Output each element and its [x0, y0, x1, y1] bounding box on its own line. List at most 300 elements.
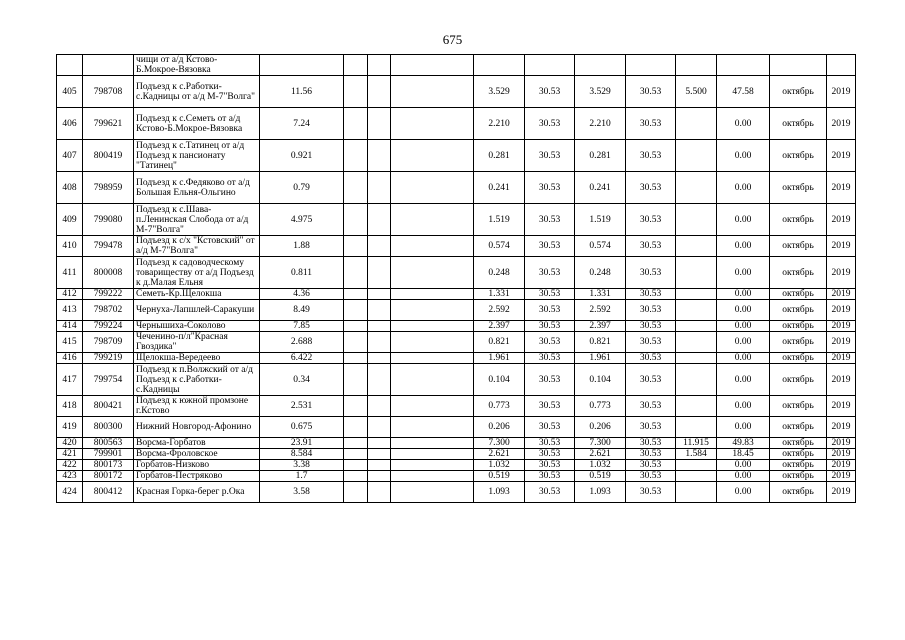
empty-cell-1 [344, 460, 368, 471]
road-code-cell: 799224 [83, 321, 134, 332]
empty-cell-1 [344, 332, 368, 353]
month-cell: октябрь [770, 172, 827, 204]
length-cell: 1.88 [260, 236, 344, 257]
percent-cell: 0.00 [717, 471, 770, 482]
empty-cell-1 [344, 482, 368, 503]
rate-cell-1: 30.53 [525, 300, 575, 321]
table-row [57, 482, 856, 503]
road-code-cell: 798709 [83, 332, 134, 353]
value-cell-1: 0.104 [474, 364, 525, 396]
row-number-cell: 423 [57, 471, 83, 482]
percent-cell: 0.00 [717, 172, 770, 204]
rate-cell-2: 30.53 [626, 438, 676, 449]
rate-cell-2: 30.53 [626, 108, 676, 140]
empty-cell-1 [344, 300, 368, 321]
percent-cell: 49.83 [717, 438, 770, 449]
empty-cell-1 [344, 172, 368, 204]
length-cell: 4.36 [260, 289, 344, 300]
value-cell-1: 1.331 [474, 289, 525, 300]
road-code-cell: 799754 [83, 364, 134, 396]
road-code-cell: 799621 [83, 108, 134, 140]
percent-cell: 0.00 [717, 364, 770, 396]
empty-cell-3 [391, 321, 474, 332]
empty-cell-2 [368, 482, 391, 503]
year-cell: 2019 [827, 460, 856, 471]
road-name-cell: Нижний Новгород-Афонино [134, 417, 260, 438]
rate-cell-1: 30.53 [525, 417, 575, 438]
table-row [57, 289, 856, 300]
table-row [57, 460, 856, 471]
empty-cell-2 [368, 108, 391, 140]
road-name-cell: Чернышиха-Соколово [134, 321, 260, 332]
rate-cell-1: 30.53 [525, 482, 575, 503]
road-name-cell: Чернуха-Лапшлей-Саракуши [134, 300, 260, 321]
empty-cell-1 [344, 257, 368, 289]
year-cell: 2019 [827, 417, 856, 438]
value-cell-3 [676, 108, 717, 140]
empty-cell-2 [368, 332, 391, 353]
row-number-cell: 407 [57, 140, 83, 172]
length-cell: 8.584 [260, 449, 344, 460]
empty-cell-1 [344, 76, 368, 108]
percent-cell: 0.00 [717, 257, 770, 289]
year-cell: 2019 [827, 471, 856, 482]
rate-cell-2: 30.53 [626, 460, 676, 471]
table-row [57, 332, 856, 353]
table-row [57, 300, 856, 321]
value-cell-3 [676, 321, 717, 332]
year-cell: 2019 [827, 236, 856, 257]
rate-cell-1: 30.53 [525, 364, 575, 396]
empty-cell-2 [368, 76, 391, 108]
road-code-cell: 800419 [83, 140, 134, 172]
empty-cell-3 [391, 460, 474, 471]
month-cell: октябрь [770, 140, 827, 172]
year-cell: 2019 [827, 172, 856, 204]
rate-cell-2: 30.53 [626, 76, 676, 108]
rate-cell-1: 30.53 [525, 438, 575, 449]
empty-cell-3 [391, 172, 474, 204]
row-number-cell: 415 [57, 332, 83, 353]
year-cell: 2019 [827, 332, 856, 353]
length-cell: 3.58 [260, 482, 344, 503]
row-number-cell: 420 [57, 438, 83, 449]
road-data-table [56, 54, 856, 503]
row-number-cell: 419 [57, 417, 83, 438]
length-cell: 6.422 [260, 353, 344, 364]
road-code-cell: 799901 [83, 449, 134, 460]
road-code-cell: 800300 [83, 417, 134, 438]
value-cell-2: 0.241 [575, 172, 626, 204]
percent-cell: 0.00 [717, 417, 770, 438]
road-code-cell: 798702 [83, 300, 134, 321]
length-cell: 11.56 [260, 76, 344, 108]
empty-cell-2 [368, 204, 391, 236]
row-number-cell: 406 [57, 108, 83, 140]
table-row [57, 353, 856, 364]
row-number-cell: 422 [57, 460, 83, 471]
value-cell-3 [676, 364, 717, 396]
road-code-cell: 799219 [83, 353, 134, 364]
empty-cell-3 [391, 204, 474, 236]
empty-cell-2 [368, 417, 391, 438]
percent-cell: 0.00 [717, 236, 770, 257]
row-number-cell: 408 [57, 172, 83, 204]
percent-cell: 0.00 [717, 353, 770, 364]
value-cell-1: 0.574 [474, 236, 525, 257]
table-row [57, 108, 856, 140]
rate-cell-2: 30.53 [626, 417, 676, 438]
year-cell: 2019 [827, 353, 856, 364]
month-cell: октябрь [770, 482, 827, 503]
value-cell-3 [676, 417, 717, 438]
value-cell-3: 1.584 [676, 449, 717, 460]
month-cell: октябрь [770, 449, 827, 460]
month-cell: октябрь [770, 460, 827, 471]
value-cell-2: 0.206 [575, 417, 626, 438]
length-cell: 0.921 [260, 140, 344, 172]
rate-cell-1: 30.53 [525, 332, 575, 353]
value-cell-2: 1.519 [575, 204, 626, 236]
percent-cell: 0.00 [717, 289, 770, 300]
month-cell: октябрь [770, 321, 827, 332]
value-cell-2: 0.574 [575, 236, 626, 257]
road-name-cell: Подъезд к садоводческому товариществу от а/д Подъезд к д.Малая Ельня [134, 257, 260, 289]
empty-cell-3 [391, 257, 474, 289]
row-number-cell: 421 [57, 449, 83, 460]
rate-cell-1: 30.53 [525, 449, 575, 460]
road-code-cell: 800563 [83, 438, 134, 449]
rate-cell-2: 30.53 [626, 332, 676, 353]
value-cell-2: 2.592 [575, 300, 626, 321]
value-cell-2: 1.093 [575, 482, 626, 503]
table-row [57, 140, 856, 172]
value-cell-3: 11.915 [676, 438, 717, 449]
empty-cell-2 [368, 438, 391, 449]
empty-cell-2 [368, 353, 391, 364]
empty-cell-3 [391, 364, 474, 396]
length-cell: 3.38 [260, 460, 344, 471]
value-cell-2: 0.104 [575, 364, 626, 396]
month-cell: октябрь [770, 257, 827, 289]
value-cell-1: 2.592 [474, 300, 525, 321]
empty-cell-3 [391, 332, 474, 353]
length-cell: 8.49 [260, 300, 344, 321]
value-cell-2: 2.210 [575, 108, 626, 140]
rate-cell-1: 30.53 [525, 140, 575, 172]
percent-cell: 0.00 [717, 460, 770, 471]
road-name-cell: Подъезд к с.Федяково от а/д Большая Ельня-Ольгино [134, 172, 260, 204]
value-cell-1: 0.519 [474, 471, 525, 482]
empty-cell-1 [344, 204, 368, 236]
table-row [57, 471, 856, 482]
road-code-cell: 799478 [83, 236, 134, 257]
value-cell-1: 1.961 [474, 353, 525, 364]
table-row [57, 396, 856, 417]
month-cell: октябрь [770, 332, 827, 353]
length-cell: 2.688 [260, 332, 344, 353]
row-number-cell: 405 [57, 76, 83, 108]
empty-cell-3 [391, 289, 474, 300]
year-cell: 2019 [827, 108, 856, 140]
road-name-cell: Щелокша-Вередеево [134, 353, 260, 364]
empty-cell-2 [368, 300, 391, 321]
empty-cell-2 [368, 236, 391, 257]
value-cell-3 [676, 172, 717, 204]
year-cell: 2019 [827, 300, 856, 321]
month-cell: октябрь [770, 471, 827, 482]
empty-cell-3 [391, 471, 474, 482]
length-cell: 1.7 [260, 471, 344, 482]
year-cell: 2019 [827, 482, 856, 503]
month-cell: октябрь [770, 417, 827, 438]
percent-cell: 0.00 [717, 300, 770, 321]
empty-cell-1 [344, 108, 368, 140]
value-cell-3 [676, 257, 717, 289]
page-number: 675 [442, 32, 463, 47]
row-number-cell: 413 [57, 300, 83, 321]
year-cell: 2019 [827, 140, 856, 172]
month-cell: октябрь [770, 108, 827, 140]
rate-cell-1: 30.53 [525, 460, 575, 471]
row-number-cell: 412 [57, 289, 83, 300]
value-cell-1: 0.206 [474, 417, 525, 438]
row-number-cell: 417 [57, 364, 83, 396]
rate-cell-2: 30.53 [626, 172, 676, 204]
empty-cell-2 [368, 140, 391, 172]
road-code-cell: 800008 [83, 257, 134, 289]
road-name-cell: Чеченино-п/л"Красная Гвоздика" [134, 332, 260, 353]
month-cell: октябрь [770, 438, 827, 449]
rate-cell-1: 30.53 [525, 257, 575, 289]
table-row [57, 449, 856, 460]
rate-cell-2: 30.53 [626, 257, 676, 289]
rate-cell-2: 30.53 [626, 204, 676, 236]
value-cell-2: 0.248 [575, 257, 626, 289]
value-cell-2: 0.773 [575, 396, 626, 417]
empty-cell-3 [391, 108, 474, 140]
month-cell: октябрь [770, 76, 827, 108]
empty-cell-1 [344, 289, 368, 300]
year-cell: 2019 [827, 257, 856, 289]
value-cell-2: 2.621 [575, 449, 626, 460]
value-cell-1: 2.621 [474, 449, 525, 460]
road-name-cell: Ворсма-Фроловское [134, 449, 260, 460]
empty-cell-1 [344, 449, 368, 460]
rate-cell-2: 30.53 [626, 236, 676, 257]
year-cell: 2019 [827, 289, 856, 300]
empty-cell-1 [344, 353, 368, 364]
value-cell-2: 1.331 [575, 289, 626, 300]
value-cell-1: 0.281 [474, 140, 525, 172]
value-cell-3 [676, 396, 717, 417]
empty-cell-1 [344, 396, 368, 417]
road-name-cell: Красная Горка-берег р.Ока [134, 482, 260, 503]
road-name-cell: Семеть-Кр.Щелокша [134, 289, 260, 300]
year-cell: 2019 [827, 396, 856, 417]
value-cell-3 [676, 332, 717, 353]
empty-cell-2 [368, 257, 391, 289]
percent-cell: 0.00 [717, 482, 770, 503]
empty-cell-3 [391, 76, 474, 108]
rate-cell-1: 30.53 [525, 236, 575, 257]
value-cell-1: 7.300 [474, 438, 525, 449]
road-name-cell: Подъезд к южной промзоне г.Кстово [134, 396, 260, 417]
year-cell: 2019 [827, 76, 856, 108]
year-cell: 2019 [827, 204, 856, 236]
empty-cell-1 [344, 321, 368, 332]
empty-cell-1 [344, 140, 368, 172]
length-cell: 4.975 [260, 204, 344, 236]
empty-cell-2 [368, 471, 391, 482]
empty-cell-3 [391, 236, 474, 257]
road-name-cell: Горбатов-Низково [134, 460, 260, 471]
empty-cell-2 [368, 396, 391, 417]
rate-cell-2: 30.53 [626, 396, 676, 417]
value-cell-3 [676, 204, 717, 236]
value-cell-3 [676, 236, 717, 257]
road-name-cell: Ворсма-Горбатов [134, 438, 260, 449]
value-cell-1: 3.529 [474, 76, 525, 108]
road-code-cell: 798708 [83, 76, 134, 108]
value-cell-2: 0.519 [575, 471, 626, 482]
value-cell-3 [676, 460, 717, 471]
table-row [57, 257, 856, 289]
percent-cell: 0.00 [717, 321, 770, 332]
rate-cell-1: 30.53 [525, 172, 575, 204]
value-cell-1: 2.210 [474, 108, 525, 140]
rate-cell-1: 30.53 [525, 289, 575, 300]
year-cell: 2019 [827, 321, 856, 332]
value-cell-1: 0.821 [474, 332, 525, 353]
empty-cell-3 [391, 396, 474, 417]
length-cell: 0.675 [260, 417, 344, 438]
empty-cell-3 [391, 417, 474, 438]
value-cell-3 [676, 482, 717, 503]
percent-cell: 0.00 [717, 108, 770, 140]
road-name-cell: Подъезд к с.Шава-п.Ленинская Слобода от а/д М-7"Волга" [134, 204, 260, 236]
row-number-cell: 424 [57, 482, 83, 503]
road-name-cell: Подъезд к п.Волжский от а/д Подъезд к с.Работки-с.Кадницы [134, 364, 260, 396]
value-cell-1: 0.248 [474, 257, 525, 289]
value-cell-1: 2.397 [474, 321, 525, 332]
month-cell: октябрь [770, 396, 827, 417]
row-number-cell: 418 [57, 396, 83, 417]
value-cell-2: 3.529 [575, 76, 626, 108]
value-cell-1: 0.773 [474, 396, 525, 417]
empty-cell-1 [344, 364, 368, 396]
year-cell: 2019 [827, 364, 856, 396]
year-cell: 2019 [827, 449, 856, 460]
rate-cell-2: 30.53 [626, 353, 676, 364]
rate-cell-2: 30.53 [626, 471, 676, 482]
table-row [57, 236, 856, 257]
road-code-cell: 800412 [83, 482, 134, 503]
rate-cell-2: 30.53 [626, 482, 676, 503]
rate-cell-2: 30.53 [626, 449, 676, 460]
length-cell: 0.79 [260, 172, 344, 204]
rate-cell-2: 30.53 [626, 289, 676, 300]
percent-cell: 0.00 [717, 332, 770, 353]
length-cell: 7.24 [260, 108, 344, 140]
table-row [57, 438, 856, 449]
percent-cell: 0.00 [717, 204, 770, 236]
empty-cell-2 [368, 321, 391, 332]
rate-cell-1: 30.53 [525, 321, 575, 332]
row-number-cell: 409 [57, 204, 83, 236]
value-cell-3 [676, 300, 717, 321]
rate-cell-2: 30.53 [626, 321, 676, 332]
month-cell: октябрь [770, 289, 827, 300]
percent-cell: 47.58 [717, 76, 770, 108]
empty-cell-3 [391, 300, 474, 321]
empty-cell-3 [391, 140, 474, 172]
value-cell-2: 0.821 [575, 332, 626, 353]
value-cell-2: 2.397 [575, 321, 626, 332]
continuation-name-cell: чищи от а/д Кстово-Б.Мокрое-Вязовка [134, 55, 260, 76]
table-row [57, 364, 856, 396]
value-cell-3 [676, 140, 717, 172]
rate-cell-1: 30.53 [525, 471, 575, 482]
value-cell-2: 1.032 [575, 460, 626, 471]
road-code-cell: 799222 [83, 289, 134, 300]
value-cell-1: 1.093 [474, 482, 525, 503]
month-cell: октябрь [770, 300, 827, 321]
value-cell-3 [676, 353, 717, 364]
value-cell-3 [676, 471, 717, 482]
value-cell-2: 0.281 [575, 140, 626, 172]
empty-cell-1 [344, 471, 368, 482]
road-name-cell: Подъезд к с/х "Кстовский" от а/д М-7"Волга" [134, 236, 260, 257]
value-cell-1: 1.032 [474, 460, 525, 471]
rate-cell-2: 30.53 [626, 300, 676, 321]
table-row [57, 172, 856, 204]
road-code-cell: 800172 [83, 471, 134, 482]
rate-cell-1: 30.53 [525, 396, 575, 417]
road-code-cell: 799080 [83, 204, 134, 236]
rate-cell-2: 30.53 [626, 140, 676, 172]
row-number-cell: 411 [57, 257, 83, 289]
road-name-cell: Горбатов-Пестряково [134, 471, 260, 482]
length-cell: 0.34 [260, 364, 344, 396]
year-cell: 2019 [827, 438, 856, 449]
value-cell-2: 7.300 [575, 438, 626, 449]
percent-cell: 0.00 [717, 140, 770, 172]
value-cell-1: 0.241 [474, 172, 525, 204]
empty-cell-2 [368, 460, 391, 471]
length-cell: 2.531 [260, 396, 344, 417]
row-number-cell: 414 [57, 321, 83, 332]
empty-cell-3 [391, 449, 474, 460]
empty-cell-3 [391, 353, 474, 364]
rate-cell-1: 30.53 [525, 108, 575, 140]
value-cell-1: 1.519 [474, 204, 525, 236]
length-cell: 23.91 [260, 438, 344, 449]
rate-cell-1: 30.53 [525, 76, 575, 108]
road-code-cell: 798959 [83, 172, 134, 204]
empty-cell-2 [368, 364, 391, 396]
month-cell: октябрь [770, 236, 827, 257]
empty-cell-2 [368, 289, 391, 300]
month-cell: октябрь [770, 353, 827, 364]
row-number-cell: 410 [57, 236, 83, 257]
percent-cell: 18.45 [717, 449, 770, 460]
percent-cell: 0.00 [717, 396, 770, 417]
table-row [57, 76, 856, 108]
value-cell-3: 5.500 [676, 76, 717, 108]
rate-cell-1: 30.53 [525, 204, 575, 236]
empty-cell-1 [344, 236, 368, 257]
